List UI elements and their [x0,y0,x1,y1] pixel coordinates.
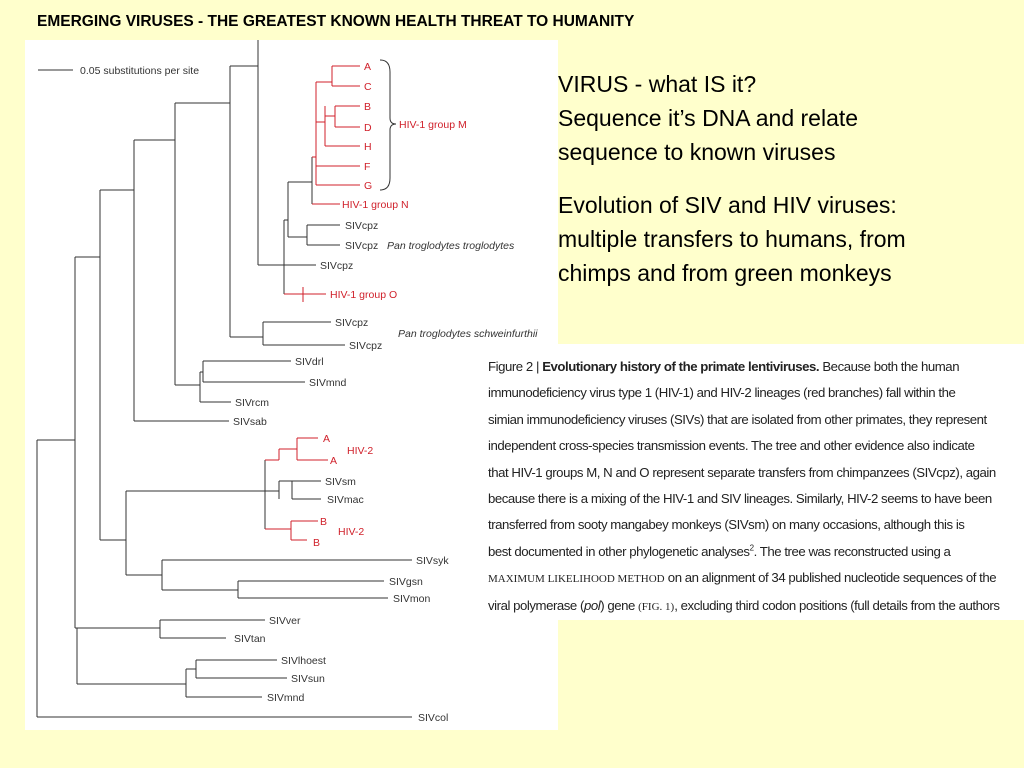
caption-text: because there is a mixing of the HIV-1 and SIV lineages. Similarly, HIV-2 seems to have been [488,491,992,507]
note-line: chimps and from green monkeys [558,260,892,286]
tree-leaf-label: D [364,122,372,134]
caption-text: immunodeficiency virus type 1 (HIV-1) and HIV-2 lineages (red branches) fall within the [488,385,956,401]
slide-title: EMERGING VIRUSES - THE GREATEST KNOWN HEALTH THREAT TO HUMANITY [37,13,635,30]
tree-leaf-label: SIVmnd [267,692,305,704]
caption-text: transferred from sooty mangabey monkeys (SIVsm) on many occasions, although this is [488,517,965,533]
tree-leaf-label: SIVcpz [335,317,369,329]
figure-caption-panel [477,344,1024,620]
tree-leaf-label: SIVsun [291,673,325,685]
caption-text: , excluding third codon positions (full details from the authors [674,597,1000,613]
caption-text: independent cross-species transmission events. The tree and other evidence also indicate [488,438,975,454]
slide-notes [558,67,998,290]
tree-leaf-label: G [364,180,373,192]
caption-text: . The tree was reconstructed using a [753,543,951,559]
tree-leaf-label: H [364,141,372,153]
tree-leaf-label: SIVcpz [345,240,379,252]
tree-leaf-label: SIVver [269,615,301,627]
caption-text: on an alignment of 34 published nucleotide sequences of the [664,570,997,586]
species-label: Pan troglodytes troglodytes [387,240,515,252]
tree-leaf-label: SIVtan [234,633,266,645]
tree-leaf-label: SIVcpz [320,260,354,272]
tree-leaf-label: B [313,537,321,549]
tree-leaf-label: SIVcol [418,712,449,724]
tree-leaf-label: HIV-1 group O [330,289,398,301]
tree-leaf-label: SIVsm [325,476,356,488]
caption-text: viral polymerase ( [488,597,584,613]
caption-heading: Evolutionary history of the primate lentiviruses. [542,359,820,374]
tree-leaf-label: SIVgsn [389,576,423,588]
tree-leaf-label: A [364,61,372,73]
caption-text: Because both the human [819,359,960,374]
glossary-term: MAXIMUM LIKELIHOOD METHOD [488,573,665,586]
citation-ref: 2 [749,543,754,553]
tree-leaf-label: SIVcpz [345,220,379,232]
tree-leaf-label: SIVcpz [349,340,383,352]
tree-leaf-label: SIVdrl [295,356,324,368]
tree-leaf-label: HIV-1 group N [342,199,409,211]
tree-leaf-label: SIVmac [327,494,364,506]
tree-leaf-label: SIVsyk [416,555,449,567]
note-line: Evolution of SIV and HIV viruses: [558,192,897,218]
figure-label: Figure 2 | [488,359,543,374]
note-line: multiple transfers to humans, from [558,226,906,252]
note-line: Sequence it’s DNA and relate [558,105,859,131]
group-label: HIV-2 [347,445,374,457]
tree-leaf-label: SIVmnd [309,377,347,389]
tree-leaf-label: SIVsab [233,416,267,428]
species-label: Pan troglodytes schweinfurthii [398,328,538,340]
caption-italic: pol [583,597,601,613]
tree-leaf-label: F [364,161,371,173]
tree-leaf-label: SIVlhoest [281,655,326,667]
tree-leaf-label: B [320,516,328,528]
note-line: VIRUS - what IS it? [558,71,757,97]
figure-caption [488,354,1020,620]
caption-text: ) gene [600,597,639,613]
note-line: sequence to known viruses [558,139,836,165]
group-m-bracket [380,60,396,190]
tree-leaf-label: C [364,81,372,93]
group-label: HIV-1 group M [399,119,467,131]
tree-leaf-label: SIVmon [393,593,431,605]
tree-leaf-label: A [330,455,338,467]
caption-text: simian immunodeficiency viruses (SIVs) that are isolated from other primates, they represent [488,411,987,427]
group-label: HIV-2 [338,526,365,538]
caption-text: best documented in other phylogenetic analyses [488,543,750,559]
scale-bar-label: 0.05 substitutions per site [80,65,200,77]
tree-leaf-label: A [323,433,331,445]
tree-leaf-label: SIVrcm [235,397,270,409]
caption-text: that HIV-1 groups M, N and O represent separate transfers from chimpanzees (SIVcpz), again [488,464,996,480]
figure-ref: (FIG. 1) [638,600,675,613]
tree-leaf-label: B [364,101,372,113]
